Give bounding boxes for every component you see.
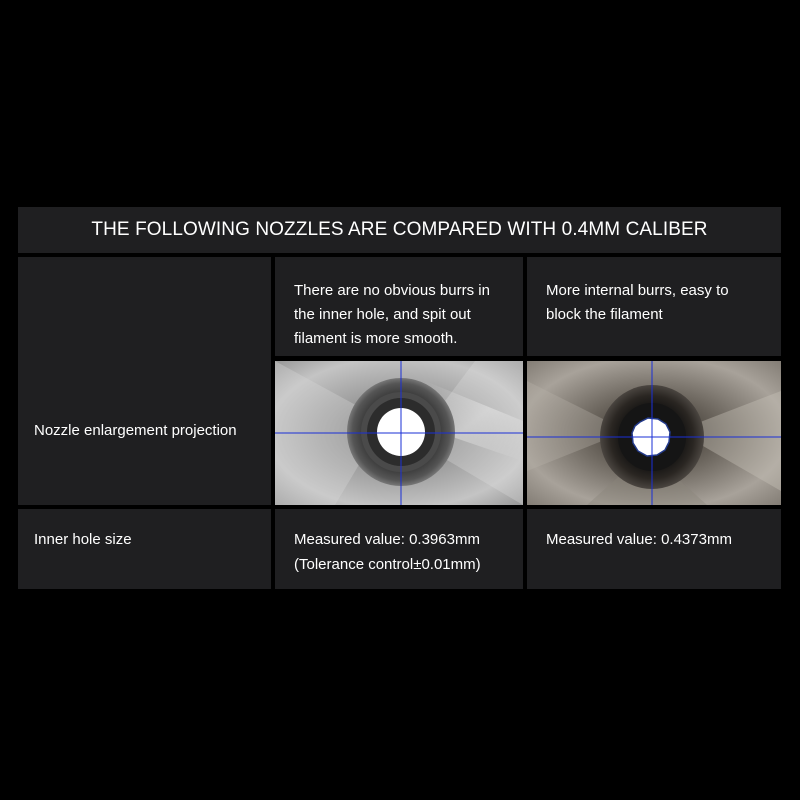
size-label-cell: [18, 509, 271, 589]
nozzle-a-measurement: [294, 527, 481, 577]
nozzle-b-measurement: [546, 527, 732, 552]
nozzle-b-description-line: More internal burrs, easy to: [546, 282, 729, 299]
nozzle-b-measurement-cell: [527, 509, 781, 589]
projection-row-label: Nozzle enlargement projection: [34, 422, 237, 439]
nozzle-a-measurement-line: (Tolerance control±0.01mm): [294, 556, 481, 573]
size-row-label: Inner hole size: [34, 531, 132, 548]
page-title: THE FOLLOWING NOZZLES ARE COMPARED WITH 0.4MM CALIBER: [91, 219, 708, 240]
nozzle-b-measurement-line: Measured value: 0.4373mm: [546, 531, 732, 548]
nozzle-b-description-cell: [527, 257, 781, 356]
nozzle-a-description-line: the inner hole, and spit out: [294, 306, 471, 323]
title-bar: [18, 207, 781, 253]
nozzle-a-photo: [275, 361, 523, 505]
nozzle-a-description-cell: [275, 257, 523, 356]
nozzle-a-measurement-line: Measured value: 0.3963mm: [294, 531, 480, 548]
nozzle-a-description-line: filament is more smooth.: [294, 330, 458, 347]
comparison-panel: [18, 207, 781, 589]
nozzle-a-description: [294, 279, 490, 351]
nozzle-b-description-line: block the filament: [546, 306, 663, 323]
nozzle-b-description: [546, 279, 729, 327]
nozzle-a-description-line: There are no obvious burrs in: [294, 282, 490, 299]
nozzle-a-image: [275, 361, 523, 505]
nozzle-a-measurement-cell: [275, 509, 523, 589]
nozzle-b-photo: [527, 361, 781, 505]
projection-label-cell: [18, 257, 271, 505]
nozzle-b-image: [527, 361, 781, 505]
